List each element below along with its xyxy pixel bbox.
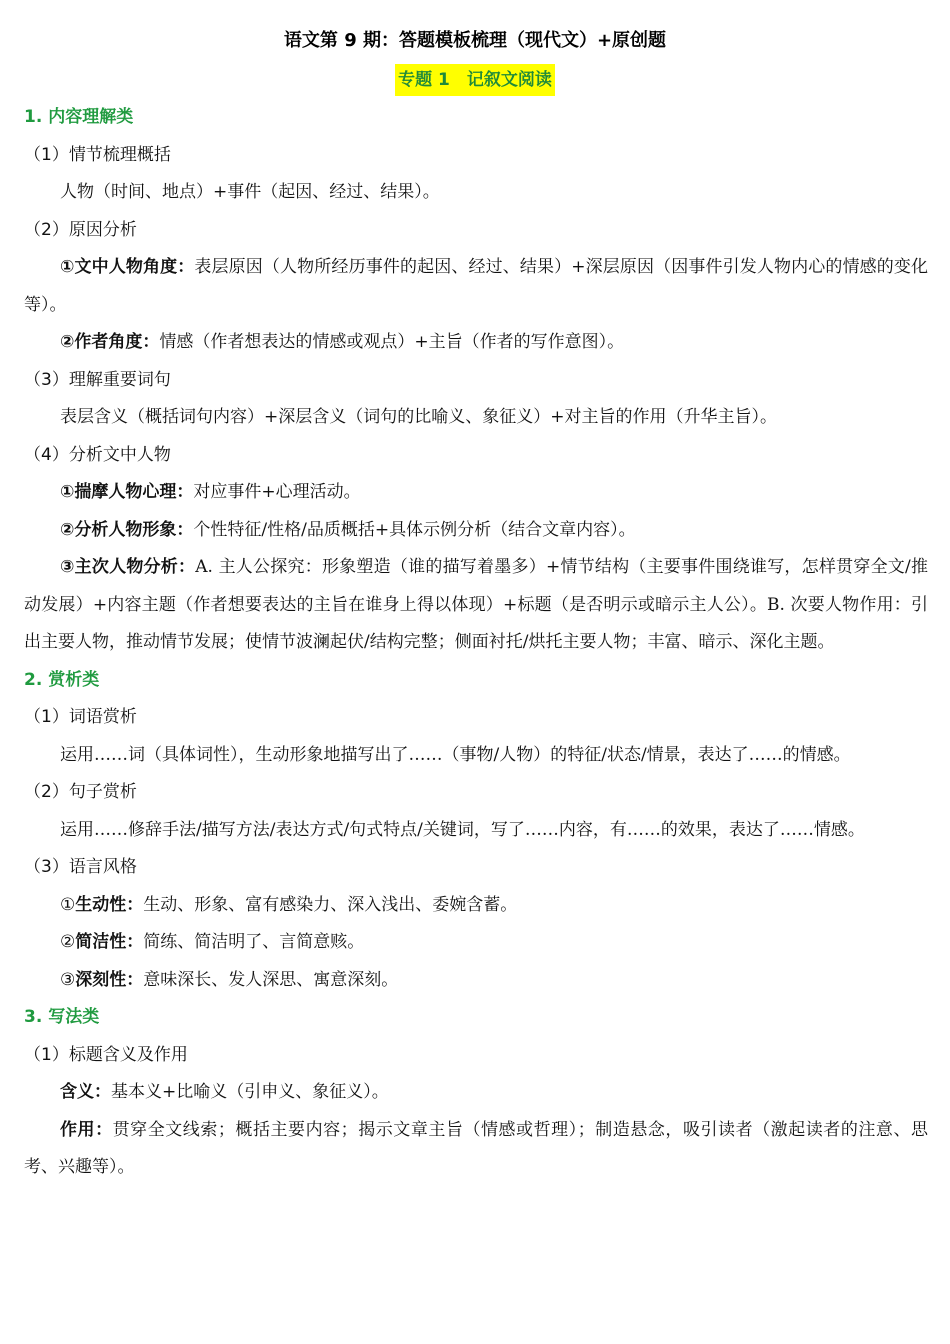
paragraph (24, 1112, 928, 1187)
term-text: 贯穿全文线索；概括主要内容；揭示文章主旨（情感或哲理）；制造悬念，吸引读者（激起读者的注意、思考、兴趣等）。 (24, 1119, 929, 1177)
paragraph: 人物（时间、地点）+事件（起因、经过、结果）。 (60, 182, 440, 202)
term-label: 含义： (60, 1082, 111, 1102)
term-text: 情感（作者想表达的情感或观点）+主旨（作者的写作意图）。 (159, 332, 625, 352)
paragraph (24, 962, 928, 1000)
term-text: 表层原因（人物所经历事件的起因、经过、结果）+深层原因（因事件引发人物内心的情感的变化等）。 (24, 257, 928, 315)
term-label: 深刻性： (75, 969, 144, 990)
subsection-heading: （3）理解重要词句 (24, 369, 171, 390)
paragraph (24, 324, 928, 362)
term-text: 对应事件+心理活动。 (193, 482, 361, 502)
paragraph: 运用……词（具体词性），生动形象地描写出了……（事物/人物）的特征/状态/情景，表达了……的情感。 (60, 744, 851, 765)
subsection-heading: （1）词语赏析 (24, 707, 137, 727)
term-text: 生动、形象、富有感染力、深入浅出、委婉含蓄。 (143, 894, 518, 915)
paragraph (24, 1074, 928, 1112)
subsection-heading: （2）原因分析 (24, 219, 137, 240)
paragraph (24, 549, 928, 662)
item-number: ① (60, 894, 76, 915)
topic-subtitle: 专题 1 记叙文阅读 (395, 64, 555, 96)
item-number: ② (60, 932, 76, 952)
term-label: ①文中人物角度： (60, 257, 195, 277)
paragraph: 运用……修辞手法/描写方法/表达方式/句式特点/关键词，写了……内容，有……的效果，表达了……情感。 (60, 819, 865, 840)
term-label: 生动性： (75, 894, 144, 915)
section-heading: 2. 赏析类 (24, 669, 100, 690)
paragraph (24, 249, 928, 324)
paragraph (24, 924, 928, 962)
term-label: 简洁性： (75, 932, 144, 952)
paragraph (24, 887, 928, 925)
term-text: A. 主人公探究：形象塑造（谁的描写着墨多）+情节结构（主要事件围绕谁写，怎样贯穿全文/推动发展）+内容主题（作者想要表达的主旨在谁身上得以体现）+标题（是否明示或暗示主人公）。B. 次要人物作用：引出主要人物，推动情节发展；使情节波澜起伏/结构完整；侧面衬托/烘托主要人物；丰富、暗示、深化主题。 (24, 557, 928, 652)
term-text: 基本义+比喻义（引申义、象征义）。 (111, 1082, 389, 1102)
item-number: ③ (60, 969, 76, 990)
subtitle-row (0, 62, 950, 100)
term-label: ②分析人物形象： (60, 519, 194, 540)
term-label: ①揣摩人物心理： (60, 482, 194, 502)
paragraph: 表层含义（概括词句内容）+深层含义（词句的比喻义、象征义）+对主旨的作用（升华主旨）。 (60, 407, 777, 427)
term-text: 简练、简洁明了、言简意赅。 (143, 932, 365, 952)
section-heading: 3. 写法类 (24, 1007, 100, 1027)
term-text: 个性特征/性格/品质概括+具体示例分析（结合文章内容）。 (193, 519, 636, 540)
document-title: 语文第 9 期：答题模板梳理（现代文）+原创题 (283, 30, 667, 51)
paragraph (24, 474, 928, 512)
subsection-heading: （1）标题含义及作用 (24, 1044, 188, 1065)
subsection-heading: （1）情节梳理概括 (24, 144, 171, 165)
subsection-heading: （4）分析文中人物 (24, 444, 171, 465)
paragraph (24, 512, 928, 550)
subsection-heading: （2）句子赏析 (24, 782, 137, 802)
term-label: ③主次人物分析： (60, 557, 196, 577)
term-label: ②作者角度： (60, 332, 160, 352)
document-body (24, 99, 928, 1187)
section-heading: 1. 内容理解类 (24, 107, 134, 127)
subsection-heading: （3）语言风格 (24, 857, 137, 877)
term-label: 作用： (60, 1119, 113, 1140)
term-text: 意味深长、发人深思、寓意深刻。 (143, 969, 399, 990)
